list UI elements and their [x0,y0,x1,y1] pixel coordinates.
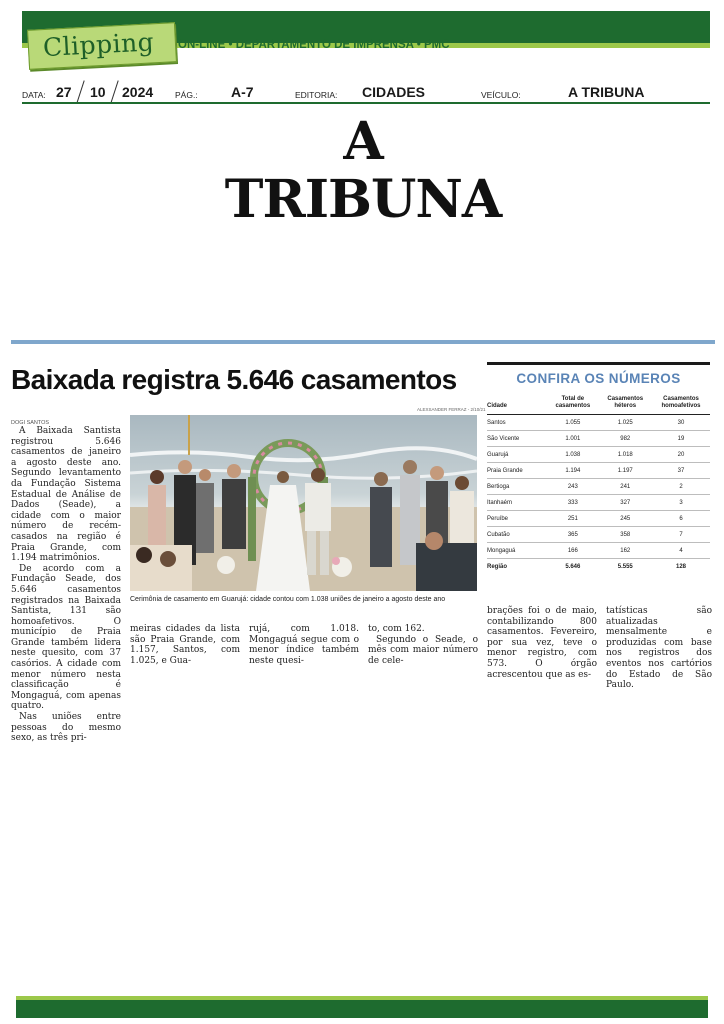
table-cell: 2 [652,479,710,495]
paragraph: meiras cidades da lista são Praia Grande, com 1.157, Santos, com 1.025, e Gua- [130,624,240,666]
column-header: Casamentos héteros [598,396,652,415]
paragraph: A Baixada Santista registrou 5.646 casamentos de janeiro a agosto deste ano. Segundo levantamento da Fundação Sistema Estadual de Análise de Dados (Seade), a cidade com o maior número de recém-casados na região é Praia Grande, com 1.194 matrimônios. [11,426,121,564]
table-cell: 251 [547,511,598,527]
table-cell: 1.025 [598,415,652,431]
page-number: A-7 [231,84,254,100]
paragraph: rujá, com 1.018. Mongaguá segue com o menor índice também neste quesi- [249,624,359,666]
table-cell: 1.055 [547,415,598,431]
table-cell: Mongaguá [487,543,547,559]
article-clipping [11,340,715,744]
article-column-3 [249,624,359,666]
table-cell: 4 [652,543,710,559]
vehicle-name: A TRIBUNA [568,84,645,100]
table-cell: Itanhaém [487,495,547,511]
clipping-logo: Clipping [27,22,177,70]
numbers-box [487,362,710,590]
table-cell: Peruíbe [487,511,547,527]
paragraph: tatísticas são atualizadas mensalmente e produzidas com base nos registros dos eventos nos cartórios do Estado de São Paulo. [606,606,712,691]
photo-caption: Cerimônia de casamento em Guarujá: cidade contou com 1.038 uniões de janeiro a agosto deste ano [130,596,446,603]
numbers-box-title: CONFIRA OS NÚMEROS [516,371,681,386]
table-cell: 245 [598,511,652,527]
table-cell: 358 [598,527,652,543]
date-month: 10 [90,84,106,100]
clipping-subtitle: ON-LINE • DEPARTAMENTO DE IMPRENSA • PMC [178,39,450,51]
table-cell: 37 [652,463,710,479]
table-cell: 166 [547,543,598,559]
newspaper-masthead: A TRIBUNA [224,111,502,230]
date-year: 2024 [122,84,154,100]
table-cell: São Vicente [487,431,547,447]
paragraph: brações foi o de maio, contabilizando 800 casamentos. Fevereiro, por sua vez, teve o menor registro, com 573. O órgão acrescentou que as es- [487,606,597,680]
table-row [487,543,710,559]
paragraph: Segundo o Seade, o mês com maior número de cele- [368,634,478,666]
table-cell: 6 [652,511,710,527]
numbers-table [487,396,710,574]
table-cell: 5.646 [565,563,581,570]
section-name: CIDADES [362,84,426,100]
table-cell: 19 [652,431,710,447]
page-label: PÁG.: [175,90,198,100]
table-cell: 162 [598,543,652,559]
article-headline: Baixada registra 5.646 casamentos [11,364,457,395]
article-column-1 [11,426,121,744]
table-cell: Guarujá [487,447,547,463]
table-cell: 3 [652,495,710,511]
article-byline: DOGI SANTOS [11,420,50,426]
vehicle-label: VEÍCULO: [481,90,521,100]
table-cell: Bertioga [487,479,547,495]
table-row [487,479,710,495]
table-cell: 20 [652,447,710,463]
paragraph: Nas uniões entre pessoas do mesmo sexo, as três pri- [11,712,121,744]
table-row [487,463,710,479]
table-cell: 30 [652,415,710,431]
article-column-5 [487,606,597,680]
meta-divider [22,102,710,104]
table-row [487,527,710,543]
wedding-photo [130,415,477,591]
table-total-row [487,559,710,575]
table-row [487,447,710,463]
table-cell: 1.001 [547,431,598,447]
table-cell: 1.194 [547,463,598,479]
column-header: Cidade [487,396,547,415]
table-cell: 333 [547,495,598,511]
table-cell: 128 [675,563,686,570]
column-header: Casamentos homoafetivos [652,396,710,415]
article-column-2 [130,624,240,666]
table-row [487,495,710,511]
table-cell: 7 [652,527,710,543]
table-cell: Região [487,563,508,570]
article-column-6 [606,606,712,691]
table-cell: Cubatão [487,527,547,543]
clipping-meta [22,84,710,104]
footer-bar [16,1000,708,1018]
table-cell: 1.197 [598,463,652,479]
paragraph: to, com 162. [368,624,425,634]
table-row [487,431,710,447]
table-row [487,415,710,431]
table-cell: 1.018 [598,447,652,463]
table-cell: 982 [598,431,652,447]
table-cell: Praia Grande [487,463,547,479]
table-cell: 1.038 [547,447,598,463]
column-header: Total de casamentos [547,396,598,415]
table-row [487,511,710,527]
section-label: EDITORIA: [295,90,338,100]
paragraph: De acordo com a Fundação Seade, dos 5.646 casamentos registrados na Baixada Santista, 131 são homoafetivos. O município de Praia Grande também lidera neste quesito, com 37 casórios. A cidade com menor número nesta classificação é Mongaguá, com apenas quatro. [11,563,121,712]
table-cell: Santos [487,415,547,431]
photo-credit: ALEXSANDER FERRAZ - 2/10/21 [417,407,486,412]
date-day: 27 [56,84,72,100]
table-cell: 243 [547,479,598,495]
table-cell: 241 [598,479,652,495]
date-label: DATA: [22,90,46,100]
table-cell: 365 [547,527,598,543]
table-cell: 327 [598,495,652,511]
table-cell: 5.555 [617,563,633,570]
article-column-4 [368,624,478,666]
